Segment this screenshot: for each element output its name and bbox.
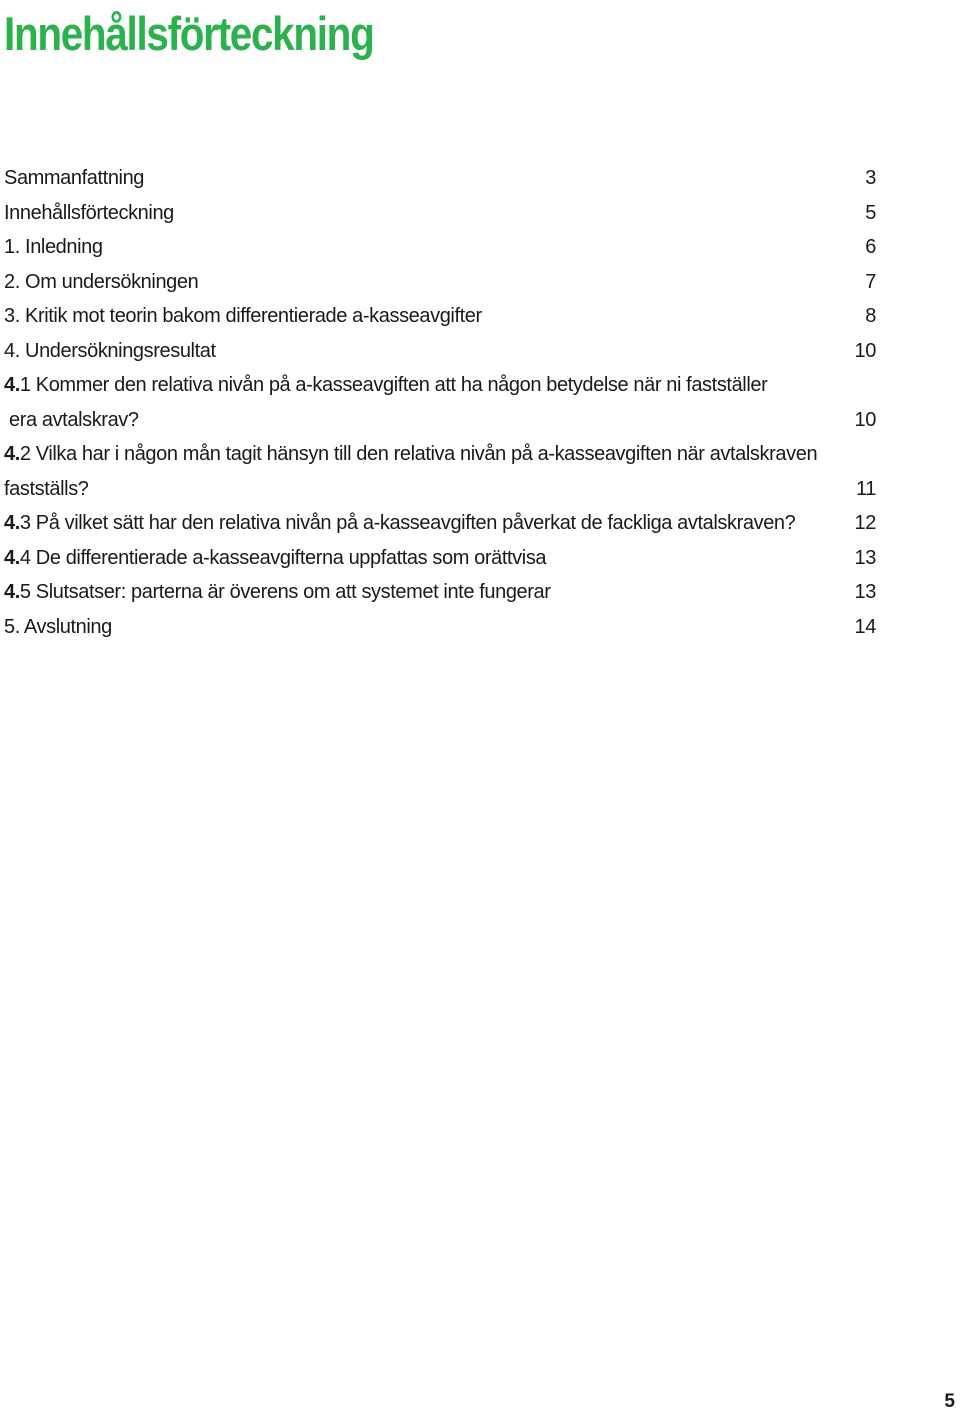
toc-entry-page: 8 (865, 305, 876, 327)
toc-entry-title-text: 5 Slutsatser: parterna är överens om att systemet inte fungerar (19, 581, 551, 603)
toc-entry-page: 13 (854, 546, 876, 569)
toc-entry-page: 12 (854, 512, 876, 534)
toc-entry-inledning[interactable] (0, 230, 960, 265)
toc-entry-page: 10 (854, 339, 876, 362)
toc-entry-title-continuation: era avtalskrav? (9, 408, 139, 431)
toc-entry-title: 3. Kritik mot teorin bakom differentierade a-kasseavgifter (4, 305, 482, 327)
toc-entry-page: 7 (865, 270, 876, 293)
toc-entry-page: 13 (854, 581, 876, 603)
toc-entry-4-2-continued[interactable] (0, 472, 960, 507)
toc-entry-title: Sammanfattning (4, 167, 145, 189)
toc-entry-title-text: 2 Vilka har i någon mån tagit hänsyn till den relativa nivån på a-kasseavgiften när avtalskraven (19, 443, 818, 465)
toc-entry-4-2[interactable] (0, 437, 960, 472)
page-title: Innehållsförteckning (4, 7, 374, 60)
table-of-contents (0, 161, 960, 644)
toc-entry-4-5[interactable] (0, 575, 960, 610)
toc-entry-title: 5. Avslutning (4, 615, 112, 638)
toc-section-number: 4. (4, 512, 20, 534)
toc-entry-title-text: 4 De differentierade a-kasseavgifterna uppfattas som orättvisa (19, 546, 547, 569)
toc-section-number: 4. (4, 546, 20, 569)
toc-entry-title: 2. Om undersökningen (4, 270, 199, 293)
toc-entry-title (4, 575, 551, 610)
toc-entry-4-3[interactable] (0, 506, 960, 541)
toc-entry-4-1-continued[interactable] (0, 403, 960, 438)
toc-entry-title (4, 368, 767, 403)
toc-entry-title: 4. Undersökningsresultat (4, 339, 216, 362)
toc-entry-avslutning[interactable] (0, 610, 960, 645)
toc-entry-4-4[interactable] (0, 541, 960, 576)
toc-section-number: 4. (4, 581, 20, 603)
toc-section-number: 4. (4, 443, 20, 465)
page-number: 5 (944, 1391, 955, 1412)
toc-entry-title (4, 437, 817, 472)
toc-entry-title: 1. Inledning (4, 236, 103, 258)
toc-entry-4-1[interactable] (0, 368, 960, 403)
toc-entry-title-text: 1 Kommer den relativa nivån på a-kasseavgiften att ha någon betydelse när ni fastställer (19, 374, 768, 396)
toc-entry-page: 5 (865, 201, 876, 224)
toc-entry-undersokningsresultat[interactable] (0, 334, 960, 369)
toc-entry-page: 3 (865, 167, 876, 189)
toc-entry-title: Innehållsförteckning (4, 201, 174, 224)
toc-section-number: 4. (4, 374, 20, 396)
toc-entry-title (4, 541, 546, 576)
toc-entry-page: 6 (865, 236, 876, 258)
toc-entry-sammanfattning[interactable] (0, 161, 960, 196)
toc-entry-title (4, 506, 795, 541)
toc-entry-kritik[interactable] (0, 299, 960, 334)
toc-entry-page: 11 (856, 477, 876, 500)
toc-entry-title-continuation: fastställs? (4, 477, 89, 500)
toc-entry-page: 10 (854, 408, 876, 431)
toc-entry-innehallsforteckning[interactable] (0, 196, 960, 231)
toc-entry-om-undersokningen[interactable] (0, 265, 960, 300)
toc-entry-title-text: 3 På vilket sätt har den relativa nivån på a-kasseavgiften påverkat de fackliga avtalskraven? (19, 512, 796, 534)
toc-entry-page: 14 (854, 615, 876, 638)
